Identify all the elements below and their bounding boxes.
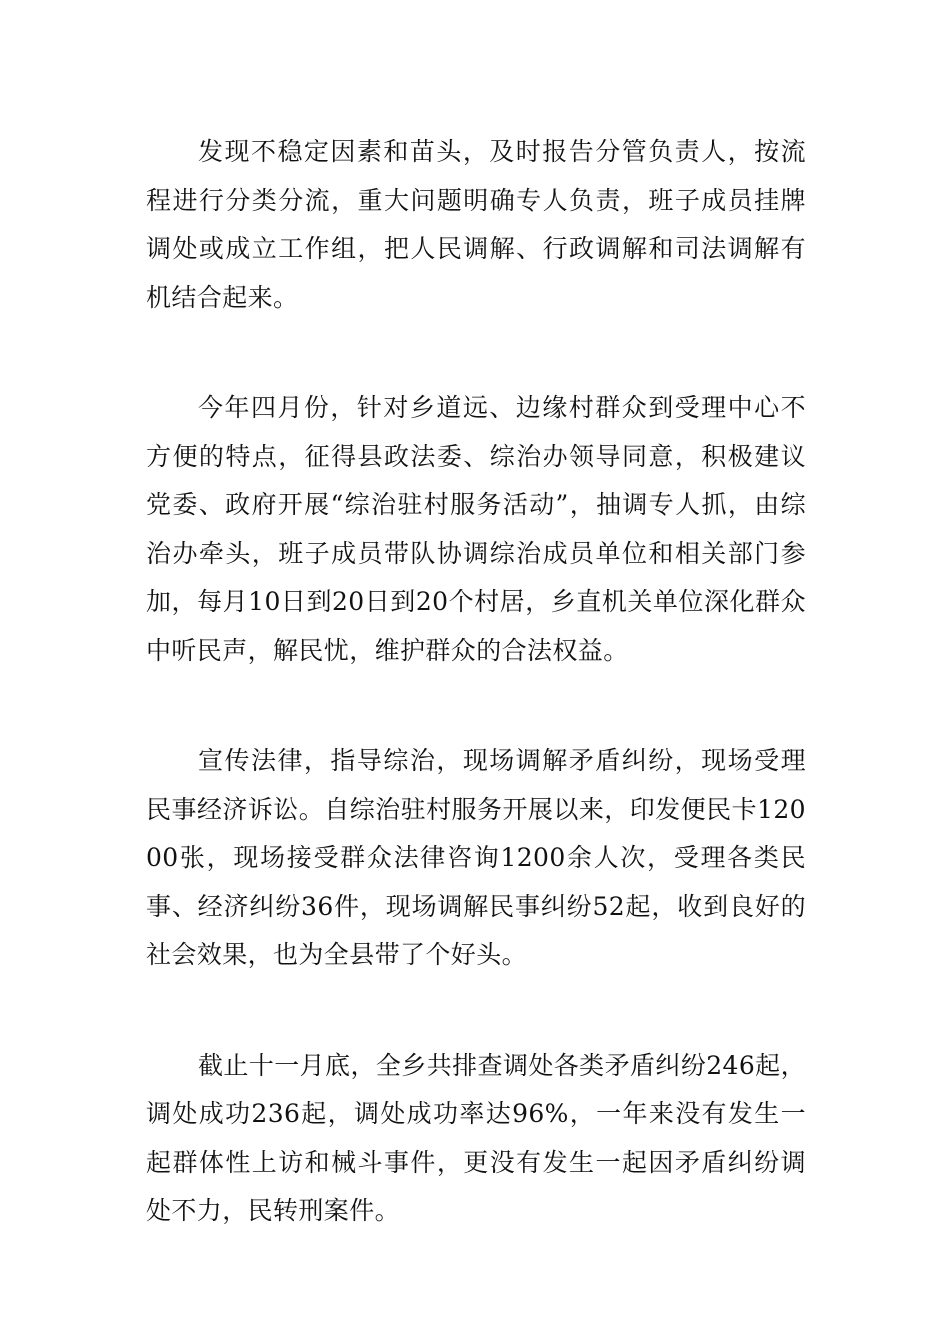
paragraph-1: 发现不稳定因素和苗头，及时报告分管负责人，按流程进行分类分流，重大问题明确专人负责，班子成员挂牌调处或成立工作组，把人民调解、行政调解和司法调解有机结合起来。 [146, 137, 806, 312]
document-body [146, 128, 806, 1236]
paragraph-4: 截止十一月底，全乡共排查调处各类矛盾纠纷246起，调处成功236起，调处成功率达96%，一年来没有发生一起群体性上访和械斗事件，更没有发生一起因矛盾纠纷调处不力，民转刑案件。 [146, 1050, 806, 1225]
paragraph-2: 今年四月份，针对乡道远、边缘村群众到受理中心不方便的特点，征得县政法委、综治办领导同意，积极建议党委、政府开展“综治驻村服务活动”，抽调专人抓，由综治办牵头，班子成员带队协调综治成员单位和相关部门参加，每月10日到20日到20个村居，乡直机关单位深化群众中听民声，解民忧，维护群众的合法权益。 [146, 393, 806, 665]
paragraph-3: 宣传法律，指导综治，现场调解矛盾纠纷，现场受理民事经济诉讼。自综治驻村服务开展以来，印发便民卡12000张，现场接受群众法律咨询1200余人次，受理各类民事、经济纠纷36件，现场调解民事纠纷52起，收到良好的社会效果，也为全县带了个好头。 [146, 746, 806, 969]
